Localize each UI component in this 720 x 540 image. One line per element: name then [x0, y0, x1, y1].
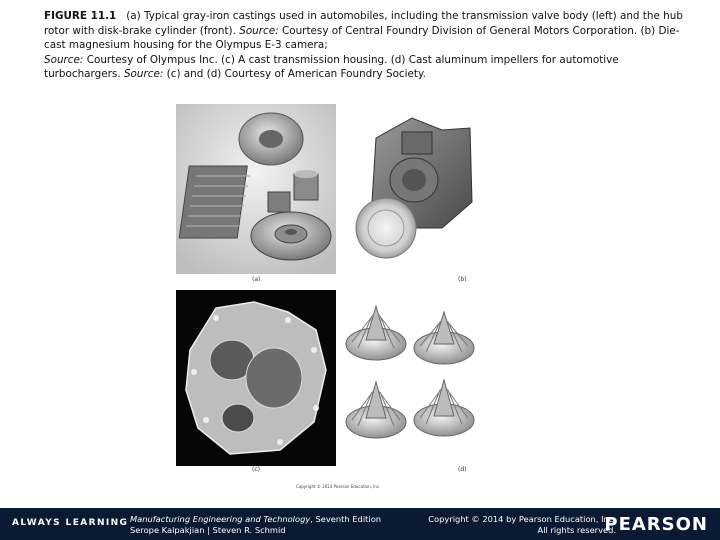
- source-label-1: Source:: [239, 24, 279, 37]
- book-authors: Serope Kalpakjian | Steven R. Schmid: [130, 525, 286, 535]
- footer-copyright: [428, 514, 616, 536]
- panel-d-impellers-image: [344, 292, 476, 464]
- panel-b-camera-housing-image: [346, 110, 476, 268]
- book-info: [130, 514, 381, 536]
- copyright-line-1: Copyright © 2014 by Pearson Education, Inc.: [428, 514, 616, 524]
- figure-label: FIGURE 11.1: [44, 10, 117, 22]
- pearson-logo: PEARSON: [604, 514, 708, 535]
- panel-c-transmission-housing-image: [176, 290, 336, 466]
- panel-b-label: (b): [458, 276, 467, 283]
- caption-part-1: (a) Typical gray-iron castings used in automobiles, including the transmission valve body (left) and the hub rotor with disk-brake cylinder (front).: [44, 10, 683, 37]
- book-title: Manufacturing Engineering and Technology: [130, 514, 311, 524]
- panel-d-label: (d): [458, 466, 467, 473]
- caption-part-3: Courtesy of Olympus Inc. (c) A cast transmission housing. (d) Cast aluminum impellers for automotive turbochargers.: [44, 53, 619, 81]
- caption-part-4: (c) and (d) Courtesy of American Foundry Society.: [166, 68, 426, 81]
- caption-part-2: Courtesy of Central Foundry Division of General Motors Corporation. (b) Die-cast magnesium housing for the Olympus E-3 camera;: [44, 24, 680, 52]
- panel-a-castings-image: [176, 104, 336, 274]
- footer-bar: [0, 508, 720, 540]
- always-learning-tagline: ALWAYS LEARNING: [12, 518, 129, 528]
- copyright-line-2: All rights reserved.: [537, 525, 616, 535]
- image-copyright: Copyright © 2014 Pearson Education, Inc.: [296, 484, 381, 489]
- source-label-2: Source:: [44, 53, 84, 66]
- figure-caption: [44, 9, 694, 82]
- book-edition: , Seventh Edition: [310, 514, 382, 524]
- source-label-3: Source:: [123, 68, 164, 81]
- figure-panels: [176, 104, 476, 494]
- panel-a-label: (a): [252, 276, 261, 283]
- panel-c-label: (c): [252, 466, 260, 473]
